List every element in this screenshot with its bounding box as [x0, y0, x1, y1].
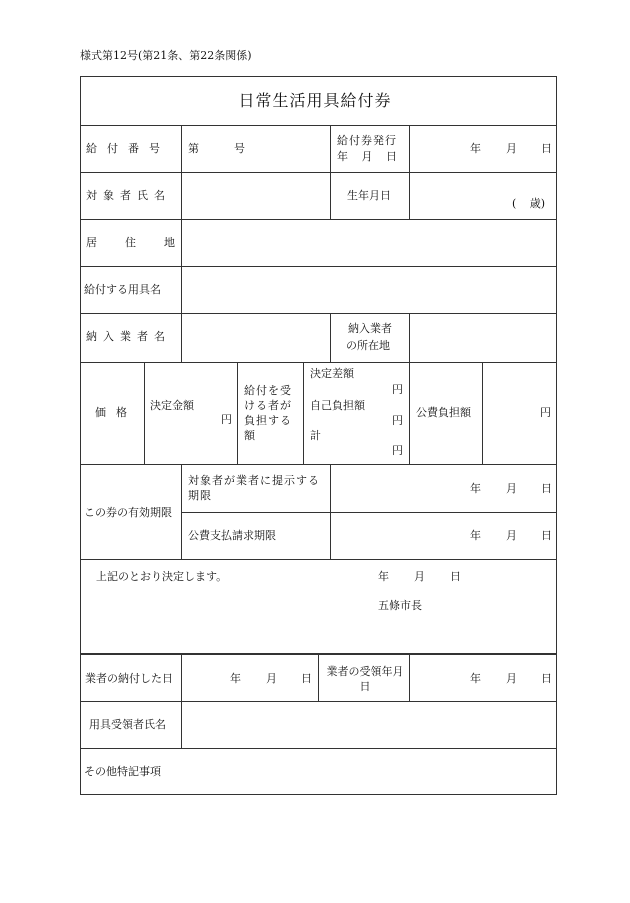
supplier-address-label-1: 納入業者: [348, 322, 392, 335]
form-title: 日常生活用具給付券: [238, 91, 392, 110]
total-label: 計: [310, 429, 321, 442]
form-number-note: 様式第12号(第21条、第22条関係): [80, 49, 252, 62]
received-date-label: 業者の受領年月日: [326, 665, 404, 693]
presentation-year: 年: [470, 482, 481, 495]
delivery-year: 年: [230, 672, 241, 685]
supplier-name-label: 納入業者名: [86, 330, 171, 343]
claim-deadline-label: 公費支払請求期限: [188, 529, 276, 542]
supplier-address-label-2: の所在地: [346, 339, 390, 352]
birthdate-label: 生年月日: [347, 189, 391, 202]
decided-diff-yen: 円: [392, 383, 403, 396]
issue-date-label-1: 給付券発行: [337, 134, 397, 147]
grant-number-suffix: 号: [234, 142, 245, 155]
decided-amount-label: 決定金額: [150, 399, 194, 412]
self-burden-yen: 円: [392, 414, 403, 427]
receiver-name-label: 用具受領者氏名: [89, 718, 166, 731]
claim-year: 年: [470, 529, 481, 542]
age-field: ( 歳): [512, 197, 546, 210]
received-day: 日: [541, 672, 552, 685]
public-burden-yen: 円: [540, 406, 551, 419]
delivery-month: 月: [266, 672, 277, 685]
public-burden-label: 公費負担額: [416, 406, 471, 419]
self-burden-label: 自己負担額: [310, 399, 365, 412]
claim-day: 日: [541, 529, 552, 542]
decision-year: 年: [378, 570, 389, 583]
claim-month: 月: [506, 529, 517, 542]
grant-number-label: 給付番号: [86, 142, 170, 155]
price-label: 価格: [95, 406, 137, 419]
presentation-deadline-label: 対象者が業者に提示する期限: [188, 474, 320, 502]
burden-label: 給付を受ける者が負担する額: [244, 384, 292, 442]
issue-month: 月: [506, 142, 517, 155]
notes-label: その他特記事項: [84, 765, 161, 778]
received-year: 年: [470, 672, 481, 685]
grant-number-prefix: 第: [188, 142, 199, 155]
presentation-day: 日: [541, 482, 552, 495]
total-yen: 円: [392, 444, 403, 457]
decision-day: 日: [450, 570, 461, 583]
residence-label: 居住地: [86, 236, 203, 249]
received-month: 月: [506, 672, 517, 685]
issue-date-label-2: 年 月 日: [337, 150, 397, 163]
delivery-date-label: 業者の納付した日: [85, 672, 173, 685]
decision-text: 上記のとおり決定します。: [96, 570, 228, 583]
delivery-day: 日: [301, 672, 312, 685]
decided-diff-label: 決定差額: [310, 367, 354, 380]
issue-year: 年: [470, 142, 481, 155]
recipient-name-label: 対象者氏名: [86, 189, 171, 202]
presentation-month: 月: [506, 482, 517, 495]
item-name-label: 給付する用具名: [84, 283, 161, 296]
decision-month: 月: [414, 570, 425, 583]
decided-amount-yen: 円: [221, 413, 232, 426]
validity-label: この券の有効期限: [84, 506, 172, 519]
mayor-signature: 五條市長: [378, 599, 422, 612]
issue-day: 日: [541, 142, 552, 155]
